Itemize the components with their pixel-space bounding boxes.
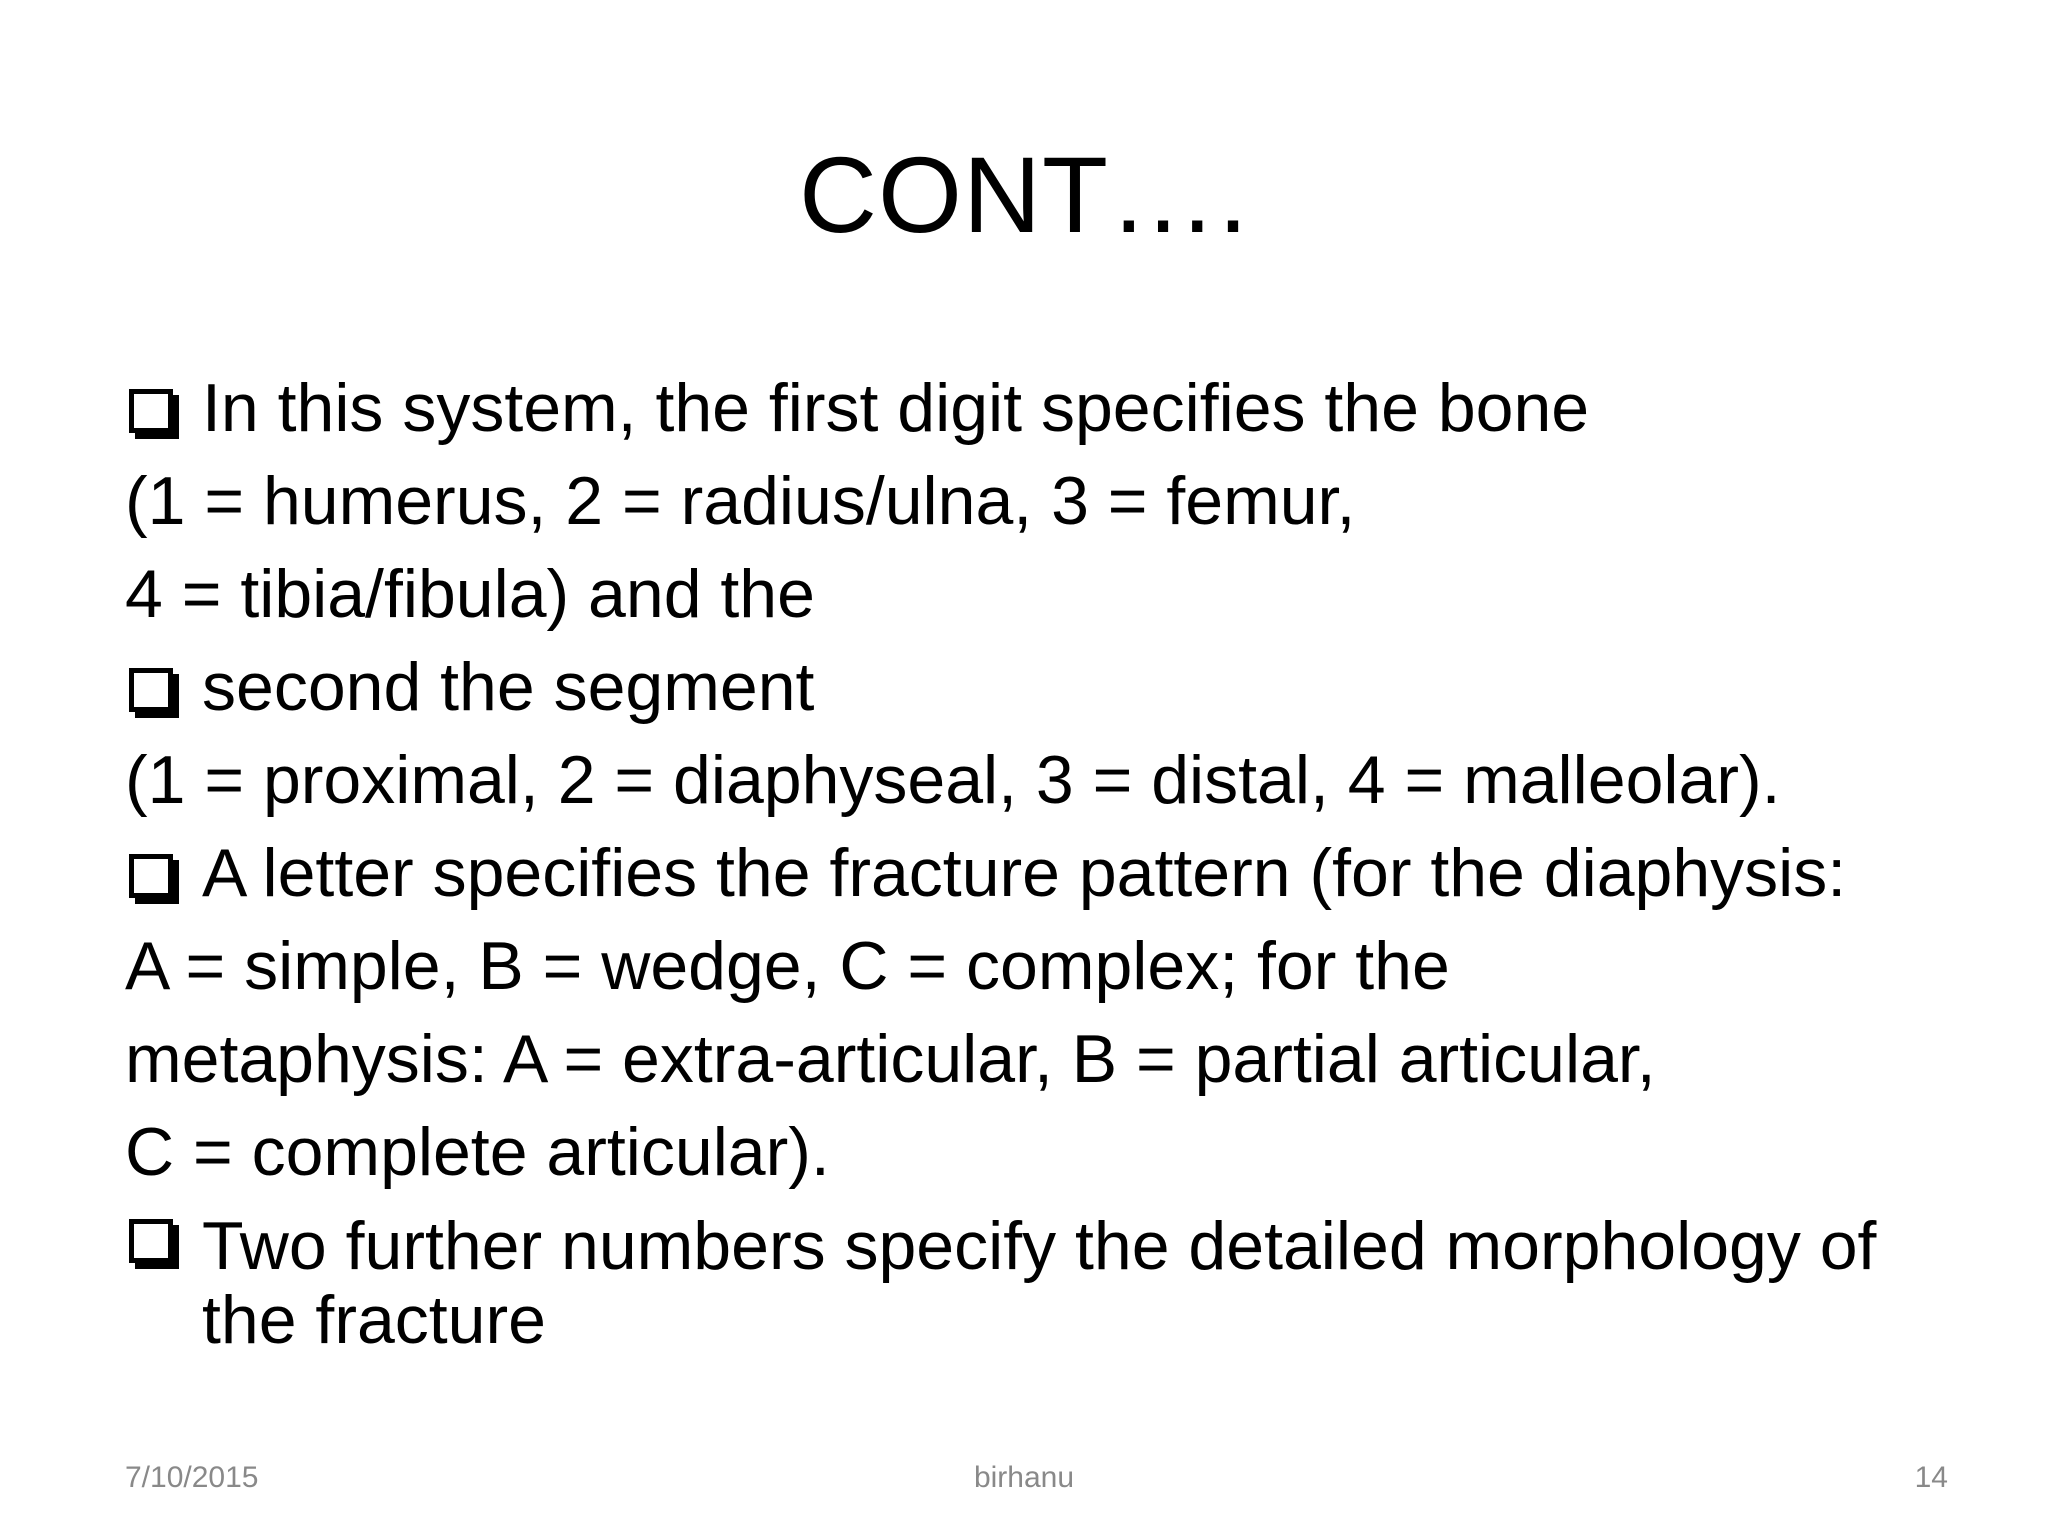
footer-page-number: 14	[1914, 1461, 1948, 1494]
footer-date: 7/10/2015	[125, 1461, 259, 1494]
text-line-metaphysis-codes-cont: C = complete articular).	[125, 1114, 830, 1190]
text-line-bone-codes-cont: 4 = tibia/fibula) and the	[125, 556, 815, 632]
bullet-item-morphology	[125, 1199, 1975, 1357]
bullet-text: Two further numbers specify the detailed morphology of the fracture	[202, 1208, 1877, 1358]
slide-body	[125, 362, 1975, 1357]
bullet-text: A letter specifies the fracture pattern (for the diaphysis:	[202, 835, 1847, 911]
checkbox-icon	[129, 389, 173, 433]
bullet-item-fracture-pattern	[125, 827, 1975, 920]
footer-author: birhanu	[973, 1461, 1075, 1494]
checkbox-icon	[129, 1219, 173, 1263]
bullet-text: second the segment	[202, 649, 815, 725]
text-line-bone-codes: (1 = humerus, 2 = radius/ulna, 3 = femur,	[125, 463, 1356, 539]
checkbox-icon	[129, 668, 173, 712]
bullet-text: In this system, the first digit specifies the bone	[202, 370, 1590, 446]
bullet-item-segment	[125, 641, 1975, 734]
checkbox-icon	[129, 854, 173, 898]
text-line-segment-codes: (1 = proximal, 2 = diaphyseal, 3 = distal, 4 = malleolar).	[125, 742, 1781, 818]
slide-title: CONT….	[799, 134, 1249, 255]
bullet-item-bone	[125, 362, 1975, 455]
text-line-metaphysis-codes: metaphysis: A = extra-articular, B = partial articular,	[125, 1021, 1656, 1097]
text-line-diaphysis-codes: A = simple, B = wedge, C = complex; for the	[125, 928, 1450, 1004]
